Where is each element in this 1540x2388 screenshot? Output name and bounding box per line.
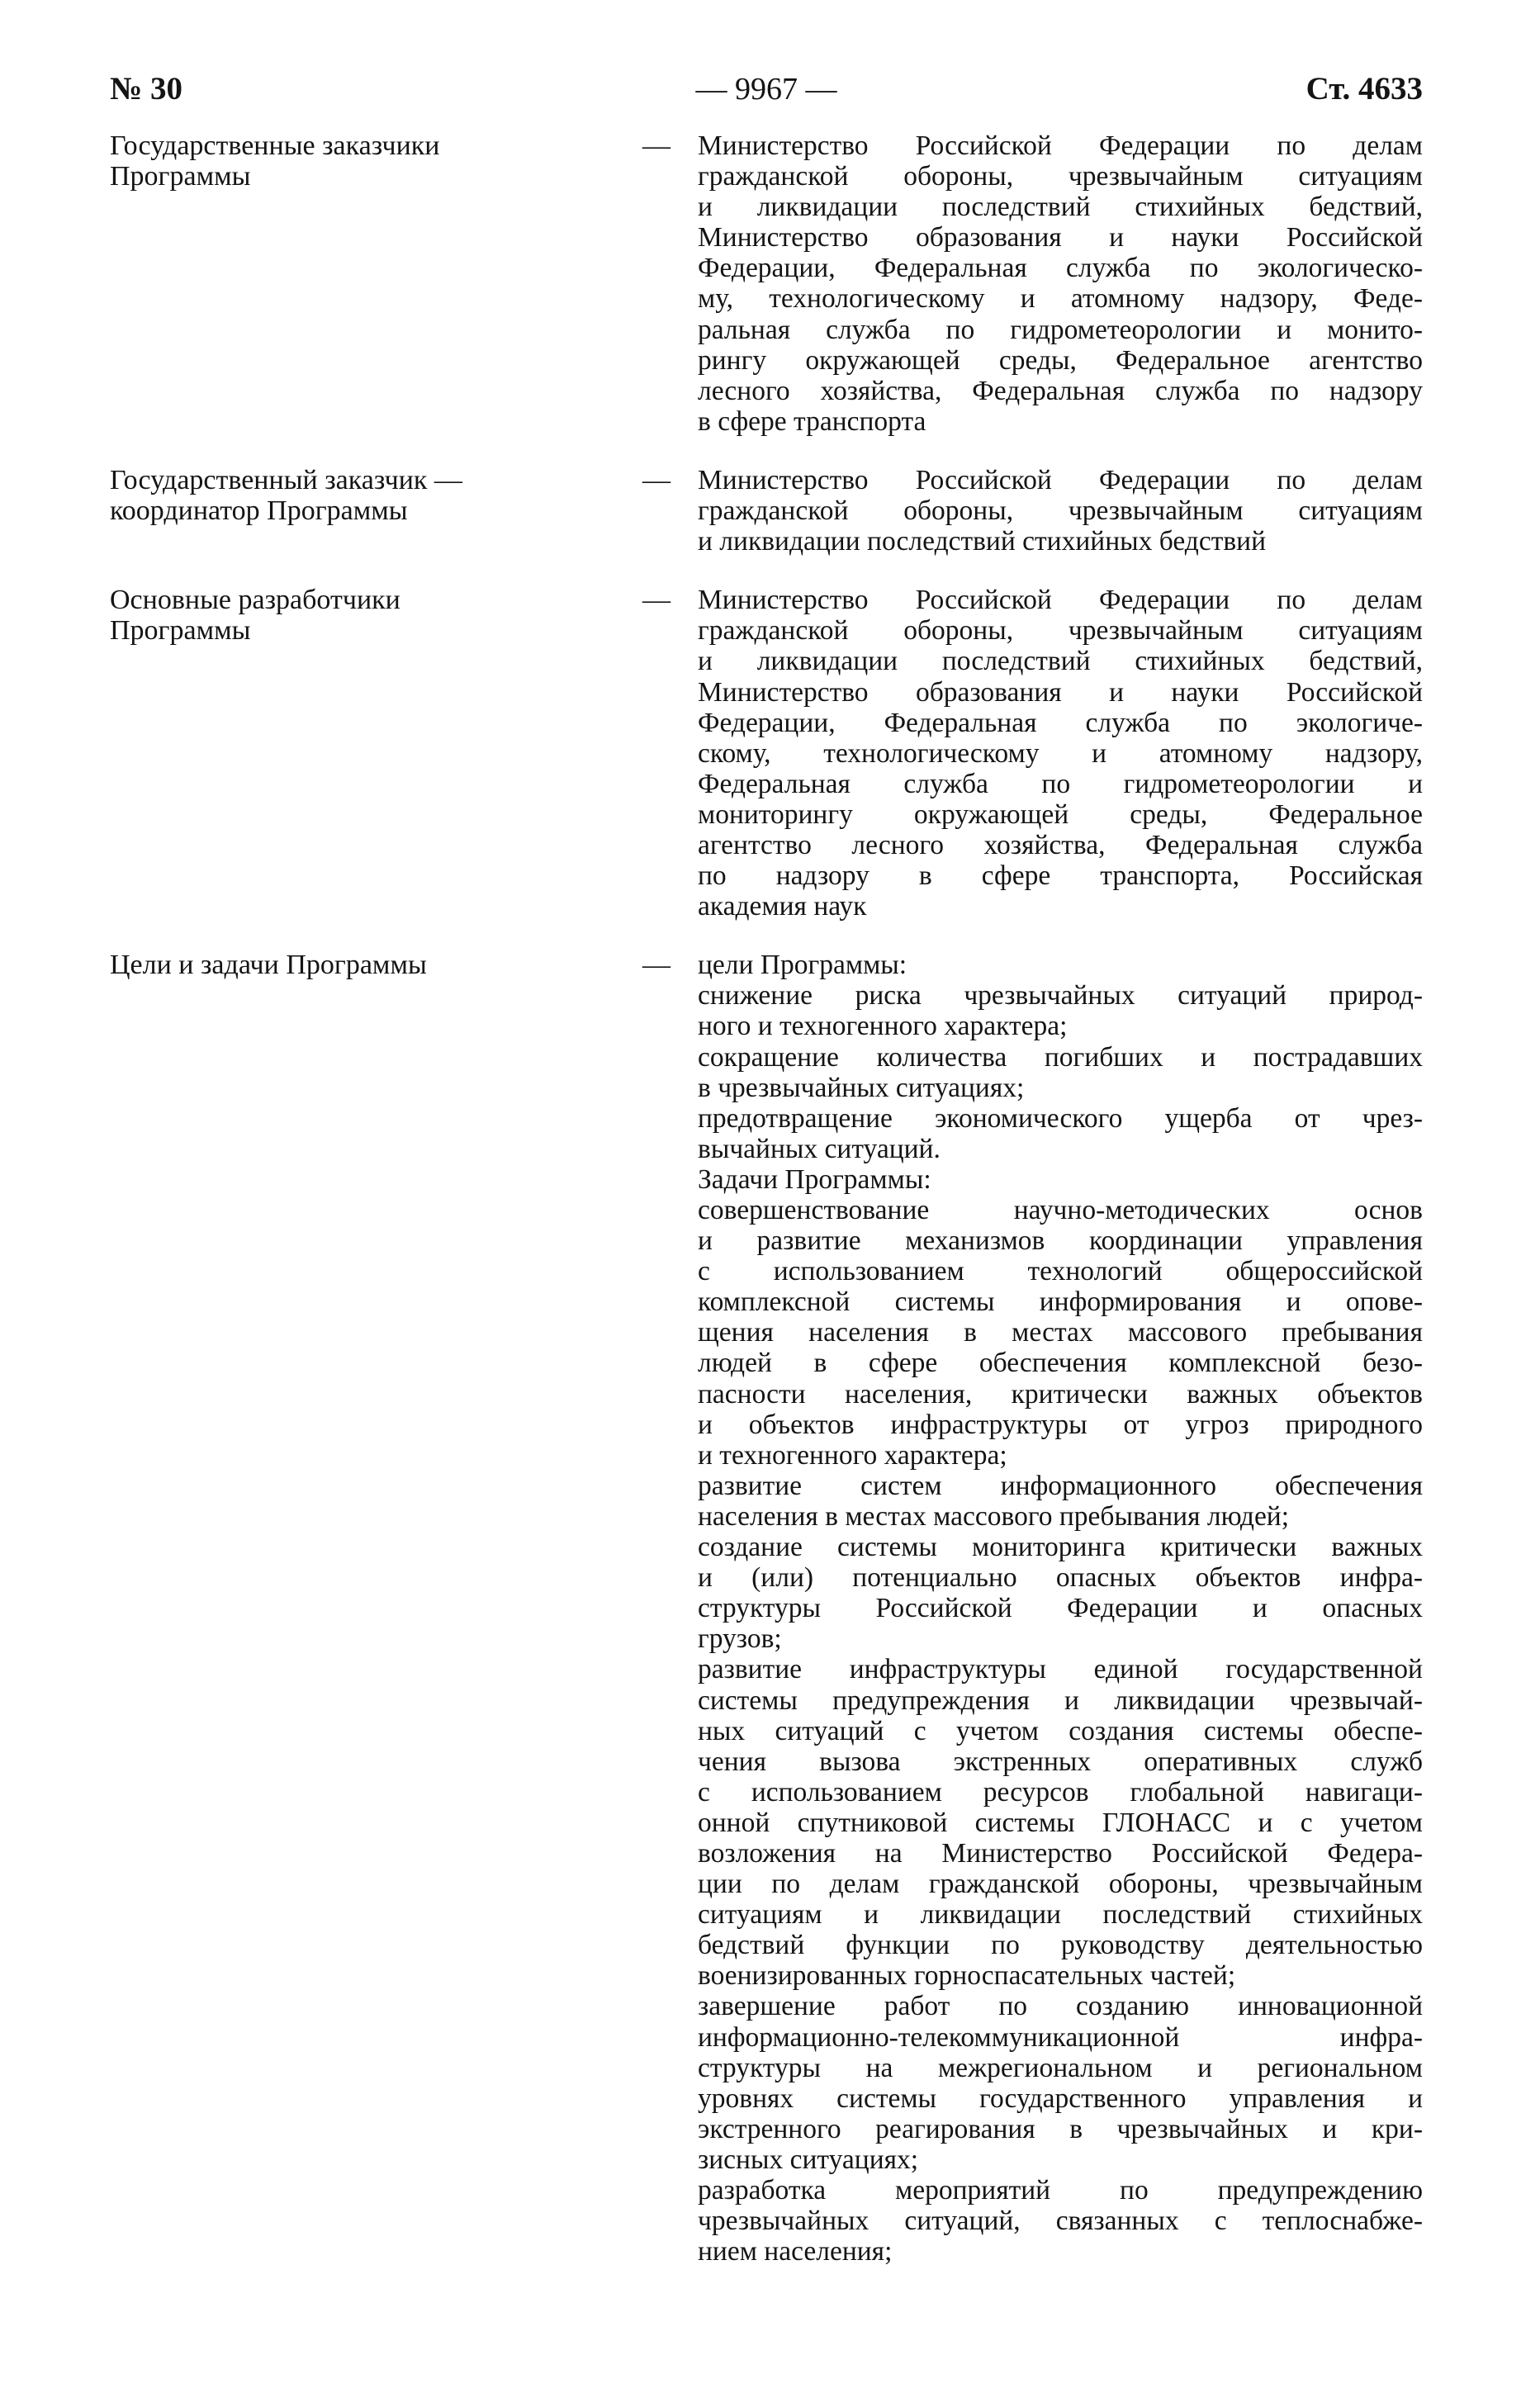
content-line: и развитие механизмов координации управления	[698, 1225, 1423, 1257]
content-line: Министерство образования и науки Российской	[698, 676, 1423, 708]
content-line: Министерство Российской Федерации по делам	[698, 464, 1423, 495]
content-line: структуры на межрегиональном и региональном	[698, 2052, 1423, 2083]
row-label-line: Программы	[110, 615, 251, 647]
content-line: в сфере транспорта	[698, 405, 926, 437]
content-line: разработка мероприятий по предупреждению	[698, 2175, 1423, 2206]
content-line: гражданской обороны, чрезвычайным ситуациям	[698, 161, 1423, 192]
content-line: ситуациям и ликвидации последствий стихийных	[698, 1899, 1423, 1931]
content-line: ного и техногенного характера;	[698, 1011, 1068, 1042]
content-line: военизированных горноспасательных частей;	[698, 1960, 1236, 1992]
content-line: системы предупреждения и ликвидации чрезвычай-	[698, 1684, 1423, 1716]
content-line: гражданской обороны, чрезвычайным ситуациям	[698, 495, 1423, 527]
row-label-line: Программы	[110, 161, 251, 192]
passport-row	[110, 950, 1423, 2267]
content-line: рингу окружающей среды, Федеральное агентство	[698, 344, 1423, 376]
row-label-line: Государственные заказчики	[110, 130, 440, 161]
content-line: по надзору в сфере транспорта, Российская	[698, 860, 1423, 892]
row-dash: —	[642, 464, 670, 495]
content-line: ральная служба по гидрометеорологии и монито-	[698, 314, 1423, 345]
content-line: чения вызова экстренных оперативных служб	[698, 1746, 1423, 1777]
passport-row	[110, 130, 1423, 437]
content-line: вычайных ситуаций.	[698, 1133, 941, 1164]
row-label-line: Государственный заказчик —	[110, 464, 462, 495]
issue-number: № 30	[110, 71, 182, 107]
content-line: щения населения в местах массового пребывания	[698, 1317, 1423, 1348]
row-content	[698, 585, 1423, 922]
content-line: Федеральная служба по гидрометеорологии и	[698, 768, 1423, 799]
content-line: ции по делам гражданской обороны, чрезвычайным	[698, 1869, 1423, 1900]
content-line: населения в местах массового пребывания людей;	[698, 1500, 1290, 1532]
content-line: и ликвидации последствий стихийных бедствий	[698, 526, 1267, 557]
row-label-line: координатор Программы	[110, 495, 408, 526]
content-line: скому, технологическому и атомному надзору,	[698, 737, 1423, 769]
page-number: — 9967 —	[695, 72, 837, 107]
content-line: информационно-телекоммуникационной инфра-	[698, 2021, 1423, 2053]
row-content	[698, 465, 1423, 557]
content-line: создание системы мониторинга критически важных	[698, 1532, 1423, 1563]
content-line: совершенствование научно-методических основ	[698, 1195, 1423, 1225]
content-line: завершение работ по созданию инновационной	[698, 1991, 1423, 2022]
content-line: с использованием ресурсов глобальной навигаци-	[698, 1776, 1423, 1808]
content-line: возложения на Министерство Российской Федера-	[698, 1837, 1423, 1869]
content-line: Министерство Российской Федерации по делам	[698, 585, 1423, 616]
content-line: лесного хозяйства, Федеральная служба по надзору	[698, 375, 1423, 406]
program-passport-table	[110, 130, 1423, 2295]
content-line: ных ситуаций с учетом создания системы обеспе-	[698, 1715, 1423, 1746]
content-line: агентство лесного хозяйства, Федеральная служба	[698, 829, 1423, 860]
content-line: нием населения;	[698, 2236, 893, 2267]
row-label	[110, 950, 605, 980]
content-line: онной спутниковой системы ГЛОНАСС и с учетом	[698, 1807, 1423, 1838]
content-line: и (или) потенциально опасных объектов инфра-	[698, 1562, 1423, 1594]
content-line: Федерации, Федеральная служба по экологиче-	[698, 707, 1423, 738]
content-line: комплексной системы информирования и опове-	[698, 1286, 1423, 1318]
content-line: и ликвидации последствий стихийных бедствий,	[698, 192, 1423, 223]
content-line: цели Программы:	[698, 950, 907, 981]
content-line: экстренного реагирования в чрезвычайных и кри-	[698, 2113, 1423, 2144]
content-line: Задачи Программы:	[698, 1163, 931, 1195]
content-line: и объектов инфраструктуры от угроз природного	[698, 1409, 1423, 1440]
content-line: и ликвидации последствий стихийных бедствий,	[698, 646, 1423, 677]
content-line: и техногенного характера;	[698, 1439, 1007, 1471]
content-line: сокращение количества погибших и пострадавших	[698, 1041, 1423, 1073]
passport-row	[110, 585, 1423, 922]
content-line: структуры Российской Федерации и опасных	[698, 1593, 1423, 1624]
row-label	[110, 585, 605, 646]
content-line: му, технологическому и атомному надзору, Феде-	[698, 283, 1423, 315]
content-line: людей в сфере обеспечения комплексной безо-	[698, 1348, 1423, 1379]
row-content	[698, 950, 1423, 2267]
row-dash: —	[642, 585, 670, 616]
content-line: развитие систем информационного обеспечения	[698, 1470, 1423, 1501]
content-line: с использованием технологий общероссийской	[698, 1256, 1423, 1287]
content-line: зисных ситуациях;	[698, 2144, 919, 2175]
content-line: гражданской обороны, чрезвычайным ситуациям	[698, 615, 1423, 647]
row-label-line: Основные разработчики	[110, 585, 400, 616]
content-line: Министерство образования и науки Российской	[698, 222, 1423, 253]
content-line: Федерации, Федеральная служба по экологическо-	[698, 253, 1423, 284]
content-line: в чрезвычайных ситуациях;	[698, 1072, 1025, 1103]
content-line: чрезвычайных ситуаций, связанных с теплоснабже-	[698, 2206, 1423, 2237]
row-dash: —	[642, 950, 670, 981]
content-line: мониторингу окружающей среды, Федеральное	[698, 798, 1423, 830]
row-dash: —	[642, 130, 670, 161]
content-line: бедствий функции по руководству деятельностью	[698, 1930, 1423, 1961]
row-label	[110, 465, 605, 526]
passport-row	[110, 465, 1423, 557]
row-label-line: Цели и задачи Программы	[110, 950, 427, 981]
content-line: развитие инфраструктуры единой государственной	[698, 1654, 1423, 1685]
row-content	[698, 130, 1423, 437]
content-line: предотвращение экономического ущерба от чрез-	[698, 1102, 1423, 1134]
content-line: снижение риска чрезвычайных ситуаций природ-	[698, 980, 1423, 1012]
content-line: грузов;	[698, 1623, 782, 1655]
article-number: Ст. 4633	[1305, 71, 1423, 107]
content-line: уровнях системы государственного управления и	[698, 2082, 1423, 2114]
row-label	[110, 130, 605, 192]
content-line: академия наук	[698, 891, 867, 922]
content-line: Министерство Российской Федерации по делам	[698, 130, 1423, 161]
content-line: пасности населения, критически важных объектов	[698, 1378, 1423, 1410]
page-header	[110, 64, 1423, 114]
